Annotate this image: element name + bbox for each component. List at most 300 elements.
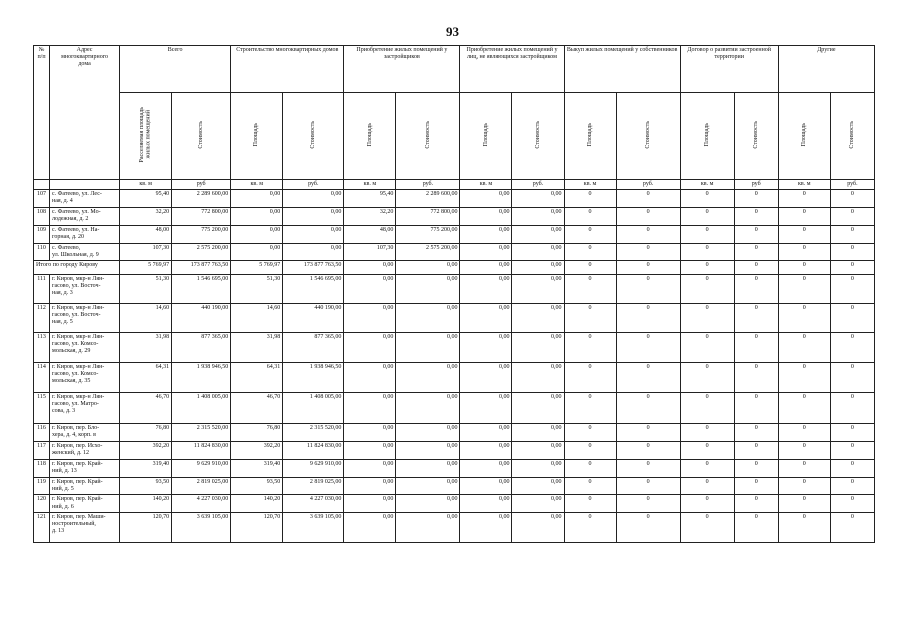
area-value: 51,30 xyxy=(231,274,283,303)
area-value: 0 xyxy=(778,441,830,459)
table-row xyxy=(34,362,875,392)
area-value: 0,00 xyxy=(344,512,396,542)
area-value: 0,00 xyxy=(344,423,396,441)
cost-value: 11 824 830,00 xyxy=(172,441,231,459)
area-value: 64,31 xyxy=(120,362,172,392)
row-address: г. Киров, мкр-н Лян- гасово, ул. Восточ- ная, д. 3 xyxy=(50,274,120,303)
area-value: 48,00 xyxy=(344,225,396,243)
unit-cell: кв. м xyxy=(680,180,734,190)
subheader-area-5 xyxy=(680,93,734,180)
subheader-area-2 xyxy=(344,93,396,180)
area-value: 0 xyxy=(680,441,734,459)
area-value: 0 xyxy=(564,260,616,274)
subheader-area-label: Площадь xyxy=(800,122,807,147)
area-value: 5 769,97 xyxy=(120,260,172,274)
cost-value: 0,00 xyxy=(512,207,564,225)
subheader-area-label: Площадь xyxy=(366,122,373,147)
cost-value: 0,00 xyxy=(396,260,460,274)
cost-value: 0,00 xyxy=(512,495,564,512)
subheader-cost-label: Стоимость xyxy=(849,120,856,149)
area-value: 107,30 xyxy=(120,243,172,260)
subheader-area-6 xyxy=(778,93,830,180)
row-address: г. Киров, пер. Бло- хера, д. 4, корп. в xyxy=(50,423,120,441)
cost-value: 775 200,00 xyxy=(172,225,231,243)
area-value: 0 xyxy=(680,512,734,542)
area-value: 0 xyxy=(778,459,830,477)
cost-value: 2 289 600,00 xyxy=(172,190,231,207)
cost-value: 0 xyxy=(616,225,680,243)
unit-cell: руб. xyxy=(396,180,460,190)
cost-value: 3 639 105,00 xyxy=(172,512,231,542)
cost-value: 0,00 xyxy=(396,362,460,392)
area-value: 392,20 xyxy=(120,441,172,459)
total-label: Итого по городу Кирову xyxy=(34,260,120,274)
cost-value: 0 xyxy=(616,190,680,207)
subheader-cost-2 xyxy=(396,93,460,180)
area-value: 0,00 xyxy=(344,495,396,512)
area-value: 31,98 xyxy=(231,332,283,362)
cost-value: 2 575 200,00 xyxy=(172,243,231,260)
row-number: 118 xyxy=(34,459,50,477)
subheader-area-label: Площадь xyxy=(703,122,710,147)
units-row xyxy=(34,180,875,190)
cost-value: 0 xyxy=(734,512,778,542)
subheader-cost-label: Стоимость xyxy=(424,120,431,149)
cost-value: 0 xyxy=(616,512,680,542)
area-value: 0,00 xyxy=(231,243,283,260)
header-group-purchase-non-developers: Приобретение жилых помещений у лиц, не являющихся застройщиком xyxy=(460,46,564,93)
area-value: 0,00 xyxy=(460,303,512,332)
row-address: г. Киров, пер. Край- ний, д. 6 xyxy=(50,495,120,512)
cost-value: 0 xyxy=(734,190,778,207)
area-value: 0 xyxy=(564,441,616,459)
cost-value: 0,00 xyxy=(512,243,564,260)
area-value: 0,00 xyxy=(344,303,396,332)
unit-cell: кв. м xyxy=(460,180,512,190)
subheader-cost-5 xyxy=(734,93,778,180)
cost-value: 0,00 xyxy=(283,207,344,225)
area-value: 0 xyxy=(778,243,830,260)
area-value: 107,30 xyxy=(344,243,396,260)
cost-value: 0 xyxy=(734,392,778,423)
row-address: г. Киров, мкр-н Лян- гасово, ул. Комсо- мольская, д. 35 xyxy=(50,362,120,392)
row-address: с. Фатеево, ул. На- горная, д. 20 xyxy=(50,225,120,243)
cost-value: 0,00 xyxy=(512,260,564,274)
area-value: 319,40 xyxy=(231,459,283,477)
area-value: 0,00 xyxy=(460,243,512,260)
subheader-cost-label: Стоимость xyxy=(752,120,759,149)
cost-value: 173 877 763,50 xyxy=(283,260,344,274)
header-group-construction: Строительство многоквартирных домов xyxy=(231,46,344,93)
row-number: 110 xyxy=(34,243,50,260)
header-group-other: Другие xyxy=(778,46,874,93)
cost-value: 0 xyxy=(616,274,680,303)
cost-value: 0 xyxy=(830,332,874,362)
area-value: 0 xyxy=(778,362,830,392)
cost-value: 9 629 910,00 xyxy=(283,459,344,477)
cost-value: 1 938 946,50 xyxy=(172,362,231,392)
row-address: г. Киров, пер. Маши- ностроительный, д. 13 xyxy=(50,512,120,542)
table-row xyxy=(34,303,875,332)
area-value: 0,00 xyxy=(460,207,512,225)
area-value: 0 xyxy=(564,392,616,423)
area-value: 0 xyxy=(680,362,734,392)
subheader-cost-label: Стоимость xyxy=(644,120,651,149)
area-value: 76,80 xyxy=(120,423,172,441)
cost-value: 0,00 xyxy=(512,423,564,441)
cost-value: 4 227 030,00 xyxy=(172,495,231,512)
area-value: 0 xyxy=(564,225,616,243)
area-value: 120,70 xyxy=(120,512,172,542)
row-number: 112 xyxy=(34,303,50,332)
area-value: 0 xyxy=(564,303,616,332)
area-value: 0 xyxy=(778,332,830,362)
area-value: 0 xyxy=(564,477,616,494)
area-value: 0,00 xyxy=(460,274,512,303)
cost-value: 0 xyxy=(830,423,874,441)
area-value: 0,00 xyxy=(231,207,283,225)
subheader-area-label: Расселяемая площадь жилых помещений xyxy=(139,106,152,163)
subheader-area-label: Площадь xyxy=(482,122,489,147)
cost-value: 0 xyxy=(616,459,680,477)
cost-value: 0 xyxy=(734,459,778,477)
row-number: 109 xyxy=(34,225,50,243)
unit-cell: кв. м xyxy=(231,180,283,190)
cost-value: 0,00 xyxy=(512,190,564,207)
subheader-cost-6 xyxy=(830,93,874,180)
area-value: 0 xyxy=(680,207,734,225)
area-value: 0 xyxy=(680,459,734,477)
area-value: 95,40 xyxy=(344,190,396,207)
subheader-cost-label: Стоимость xyxy=(534,120,541,149)
area-value: 5 769,97 xyxy=(231,260,283,274)
subheader-cost-3 xyxy=(512,93,564,180)
table-row xyxy=(34,332,875,362)
row-number: 111 xyxy=(34,274,50,303)
row-address: г. Киров, мкр-н Лян- гасово, ул. Матро- сова, д. 3 xyxy=(50,392,120,423)
table-row xyxy=(34,477,875,494)
row-address: г. Киров, мкр-н Лян- гасово, ул. Восточ- ная, д. 5 xyxy=(50,303,120,332)
row-number: 116 xyxy=(34,423,50,441)
area-value: 0 xyxy=(680,392,734,423)
area-value: 31,98 xyxy=(120,332,172,362)
cost-value: 0 xyxy=(830,512,874,542)
subheader-cost-label: Стоимость xyxy=(197,120,204,149)
area-value: 64,31 xyxy=(231,362,283,392)
cost-value: 0,00 xyxy=(396,392,460,423)
header-group-purchase-developers: Приобретение жилых помещений у застройщиков xyxy=(344,46,460,93)
cost-value: 0 xyxy=(830,477,874,494)
cost-value: 0,00 xyxy=(396,459,460,477)
area-value: 0,00 xyxy=(460,459,512,477)
subheader-cost-0 xyxy=(172,93,231,180)
area-value: 0 xyxy=(564,207,616,225)
area-value: 0,00 xyxy=(344,459,396,477)
cost-value: 0,00 xyxy=(512,332,564,362)
cost-value: 0 xyxy=(734,332,778,362)
cost-value: 0 xyxy=(734,274,778,303)
total-row xyxy=(34,260,875,274)
units-blank-cell xyxy=(50,180,120,190)
cost-value: 0 xyxy=(830,362,874,392)
header-address: Адрес многоквартирного дома xyxy=(50,46,120,180)
area-value: 0 xyxy=(564,423,616,441)
row-number: 121 xyxy=(34,512,50,542)
area-value: 0 xyxy=(564,332,616,362)
area-value: 0,00 xyxy=(344,392,396,423)
area-value: 0,00 xyxy=(460,260,512,274)
unit-cell: руб. xyxy=(830,180,874,190)
area-value: 93,50 xyxy=(120,477,172,494)
cost-value: 0,00 xyxy=(396,303,460,332)
header-group-total: Всего xyxy=(120,46,231,93)
area-value: 0,00 xyxy=(344,441,396,459)
cost-value: 0 xyxy=(830,243,874,260)
table-row xyxy=(34,459,875,477)
cost-value: 2 819 025,00 xyxy=(283,477,344,494)
cost-value: 0 xyxy=(616,332,680,362)
cost-value: 0 xyxy=(830,274,874,303)
area-value: 0,00 xyxy=(344,362,396,392)
table-row xyxy=(34,495,875,512)
unit-cell: руб xyxy=(734,180,778,190)
unit-cell: руб xyxy=(172,180,231,190)
page-number: 93 xyxy=(446,24,459,39)
table-row xyxy=(34,207,875,225)
cost-value: 772 800,00 xyxy=(172,207,231,225)
row-address: г. Киров, пер. Край- ний, д. 5 xyxy=(50,477,120,494)
unit-cell: кв. м xyxy=(344,180,396,190)
cost-value: 0,00 xyxy=(512,362,564,392)
cost-value: 0,00 xyxy=(396,441,460,459)
cost-value: 0 xyxy=(830,392,874,423)
cost-value: 1 408 005,00 xyxy=(172,392,231,423)
cost-value: 0,00 xyxy=(396,274,460,303)
table-row xyxy=(34,441,875,459)
cost-value: 0 xyxy=(616,207,680,225)
cost-value: 0 xyxy=(734,243,778,260)
area-value: 0,00 xyxy=(460,225,512,243)
cost-value: 0 xyxy=(616,243,680,260)
area-value: 0 xyxy=(564,459,616,477)
cost-value: 0,00 xyxy=(396,332,460,362)
subheader-cost-4 xyxy=(616,93,680,180)
row-address: с. Фатеево, ул. Лес- ная, д. 4 xyxy=(50,190,120,207)
area-value: 0,00 xyxy=(460,362,512,392)
area-value: 0 xyxy=(680,260,734,274)
units-blank-cell xyxy=(34,180,50,190)
area-value: 0,00 xyxy=(460,495,512,512)
area-value: 0 xyxy=(680,423,734,441)
table-row xyxy=(34,243,875,260)
cost-value: 440 190,00 xyxy=(172,303,231,332)
area-value: 0 xyxy=(564,495,616,512)
cost-value: 0 xyxy=(616,423,680,441)
area-value: 0 xyxy=(778,190,830,207)
table-row xyxy=(34,190,875,207)
area-value: 0,00 xyxy=(460,477,512,494)
row-number: 113 xyxy=(34,332,50,362)
area-value: 0,00 xyxy=(344,274,396,303)
area-value: 93,50 xyxy=(231,477,283,494)
cost-value: 0 xyxy=(734,303,778,332)
row-address: г. Киров, пер. Край- ний, д. 13 xyxy=(50,459,120,477)
cost-value: 0 xyxy=(616,495,680,512)
cost-value: 0,00 xyxy=(396,512,460,542)
cost-value: 1 546 695,00 xyxy=(283,274,344,303)
cost-value: 877 365,00 xyxy=(172,332,231,362)
cost-value: 0,00 xyxy=(283,225,344,243)
subheader-area-4 xyxy=(564,93,616,180)
cost-value: 0 xyxy=(734,260,778,274)
table-row xyxy=(34,423,875,441)
area-value: 0 xyxy=(778,274,830,303)
area-value: 0,00 xyxy=(231,225,283,243)
cost-value: 0 xyxy=(734,477,778,494)
row-number: 115 xyxy=(34,392,50,423)
header-group-buyout: Выкуп жилых помещений у собственников xyxy=(564,46,680,93)
area-value: 0,00 xyxy=(460,512,512,542)
cost-value: 0,00 xyxy=(512,512,564,542)
cost-value: 9 629 910,00 xyxy=(172,459,231,477)
subheader-area-label: Площадь xyxy=(586,122,593,147)
cost-value: 0 xyxy=(734,423,778,441)
area-value: 14,60 xyxy=(120,303,172,332)
cost-value: 877 365,00 xyxy=(283,332,344,362)
area-value: 0 xyxy=(680,190,734,207)
area-value: 0,00 xyxy=(344,477,396,494)
row-address: г. Киров, мкр-н Лян- гасово, ул. Комсо- мольская, д. 29 xyxy=(50,332,120,362)
area-value: 0 xyxy=(680,477,734,494)
group-header-row xyxy=(34,46,875,93)
unit-cell: кв. м xyxy=(778,180,830,190)
row-address: с. Фатеево, ул. Мо- лодежная, д. 2 xyxy=(50,207,120,225)
area-value: 0 xyxy=(564,362,616,392)
unit-cell: руб. xyxy=(616,180,680,190)
area-value: 0,00 xyxy=(231,190,283,207)
cost-value: 0 xyxy=(616,441,680,459)
cost-value: 1 938 946,50 xyxy=(283,362,344,392)
area-value: 76,80 xyxy=(231,423,283,441)
area-value: 0,00 xyxy=(460,392,512,423)
cost-value: 0,00 xyxy=(283,243,344,260)
cost-value: 0 xyxy=(830,260,874,274)
row-number: 117 xyxy=(34,441,50,459)
table-row xyxy=(34,392,875,423)
area-value: 48,00 xyxy=(120,225,172,243)
cost-value: 0,00 xyxy=(512,274,564,303)
cost-value: 0,00 xyxy=(396,423,460,441)
area-value: 0 xyxy=(778,423,830,441)
area-value: 51,30 xyxy=(120,274,172,303)
cost-value: 0,00 xyxy=(396,477,460,494)
area-value: 46,70 xyxy=(120,392,172,423)
table-row xyxy=(34,512,875,542)
area-value: 120,70 xyxy=(231,512,283,542)
resettlement-table xyxy=(33,45,875,543)
cost-value: 2 819 025,00 xyxy=(172,477,231,494)
cost-value: 0 xyxy=(616,303,680,332)
cost-value: 1 546 695,00 xyxy=(172,274,231,303)
subheader-cost-label: Стоимость xyxy=(309,120,316,149)
area-value: 0,00 xyxy=(344,332,396,362)
table-row xyxy=(34,225,875,243)
area-value: 32,20 xyxy=(120,207,172,225)
area-value: 0 xyxy=(778,495,830,512)
row-address: г. Киров, пер. Исхо- женский, д. 12 xyxy=(50,441,120,459)
cost-value: 0 xyxy=(830,207,874,225)
area-value: 0 xyxy=(778,225,830,243)
cost-value: 0 xyxy=(734,441,778,459)
area-value: 392,20 xyxy=(231,441,283,459)
unit-cell: кв. м xyxy=(120,180,172,190)
subheader-area-label: Площадь xyxy=(253,122,260,147)
cost-value: 0 xyxy=(734,207,778,225)
area-value: 0 xyxy=(680,225,734,243)
area-value: 95,40 xyxy=(120,190,172,207)
area-value: 0 xyxy=(778,512,830,542)
cost-value: 0 xyxy=(616,362,680,392)
area-value: 0 xyxy=(778,477,830,494)
area-value: 0 xyxy=(680,495,734,512)
subheader-area-1 xyxy=(231,93,283,180)
cost-value: 0 xyxy=(830,190,874,207)
cost-value: 11 824 830,00 xyxy=(283,441,344,459)
area-value: 0 xyxy=(778,207,830,225)
cost-value: 4 227 030,00 xyxy=(283,495,344,512)
cost-value: 1 408 005,00 xyxy=(283,392,344,423)
cost-value: 0,00 xyxy=(512,459,564,477)
subheader-area-3 xyxy=(460,93,512,180)
area-value: 0 xyxy=(564,243,616,260)
area-value: 0,00 xyxy=(460,423,512,441)
header-group-development-agreement: Договор о развитии застроенной территории xyxy=(680,46,778,93)
header-num: № п/п xyxy=(34,46,50,180)
cost-value: 173 877 763,50 xyxy=(172,260,231,274)
row-number: 119 xyxy=(34,477,50,494)
cost-value: 775 200,00 xyxy=(396,225,460,243)
cost-value: 772 800,00 xyxy=(396,207,460,225)
table-row xyxy=(34,274,875,303)
area-value: 32,20 xyxy=(344,207,396,225)
area-value: 0 xyxy=(564,512,616,542)
row-number: 120 xyxy=(34,495,50,512)
unit-cell: руб. xyxy=(283,180,344,190)
area-value: 0 xyxy=(564,190,616,207)
cost-value: 0 xyxy=(734,362,778,392)
cost-value: 440 190,00 xyxy=(283,303,344,332)
row-number: 114 xyxy=(34,362,50,392)
subheader-cost-1 xyxy=(283,93,344,180)
area-value: 0 xyxy=(778,260,830,274)
area-value: 0,00 xyxy=(344,260,396,274)
area-value: 0,00 xyxy=(460,332,512,362)
area-value: 0 xyxy=(680,332,734,362)
cost-value: 0,00 xyxy=(512,477,564,494)
unit-cell: руб. xyxy=(512,180,564,190)
unit-cell: кв. м xyxy=(564,180,616,190)
cost-value: 0,00 xyxy=(283,190,344,207)
area-value: 0 xyxy=(564,274,616,303)
area-value: 0,00 xyxy=(460,441,512,459)
cost-value: 2 289 600,00 xyxy=(396,190,460,207)
cost-value: 0 xyxy=(830,459,874,477)
area-value: 319,40 xyxy=(120,459,172,477)
area-value: 14,60 xyxy=(231,303,283,332)
cost-value: 0 xyxy=(830,441,874,459)
cost-value: 0,00 xyxy=(512,392,564,423)
cost-value: 0 xyxy=(734,495,778,512)
